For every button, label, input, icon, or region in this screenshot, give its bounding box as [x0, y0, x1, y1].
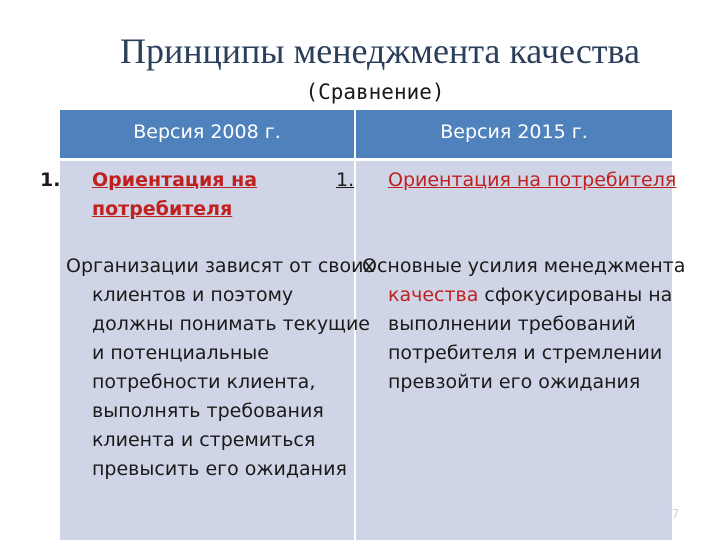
principle-heading-2015 [336, 166, 694, 195]
comparison-table [40, 110, 686, 540]
page-number: 17 [664, 507, 680, 521]
principle-title-2008: Ориентация на потребителя [92, 169, 258, 220]
column-header-2015: Версия 2015 г. [356, 110, 672, 158]
column-header-2008: Версия 2008 г. [60, 110, 354, 158]
highlight-quality: качества [388, 284, 479, 306]
principle-title-2015: Ориентация на потребителя [388, 169, 677, 191]
principle-text-2015 [362, 252, 694, 397]
principle-text-2015-part1: Основные усилия менеджмента [362, 255, 686, 277]
principle-number-2008: 1. [40, 169, 61, 191]
page-subtitle: (Сравнение) [305, 80, 445, 104]
principle-text-2015-part2: сфокусированы на выполнении требований потребителя и стремлении превзойти его ожидания [388, 284, 673, 393]
page-title: Принципы менеджмента качества [119, 31, 641, 71]
principle-heading-2008 [40, 166, 376, 224]
principle-number-2015: 1. [336, 169, 355, 191]
principle-text-2008: Организации зависят от своих клиентов и поэтому должны понимать текущие и потенциальные потребности клиента, выполнять требования клиента и стремиться превысить его ожидания [66, 255, 375, 480]
header-divider [60, 158, 672, 161]
